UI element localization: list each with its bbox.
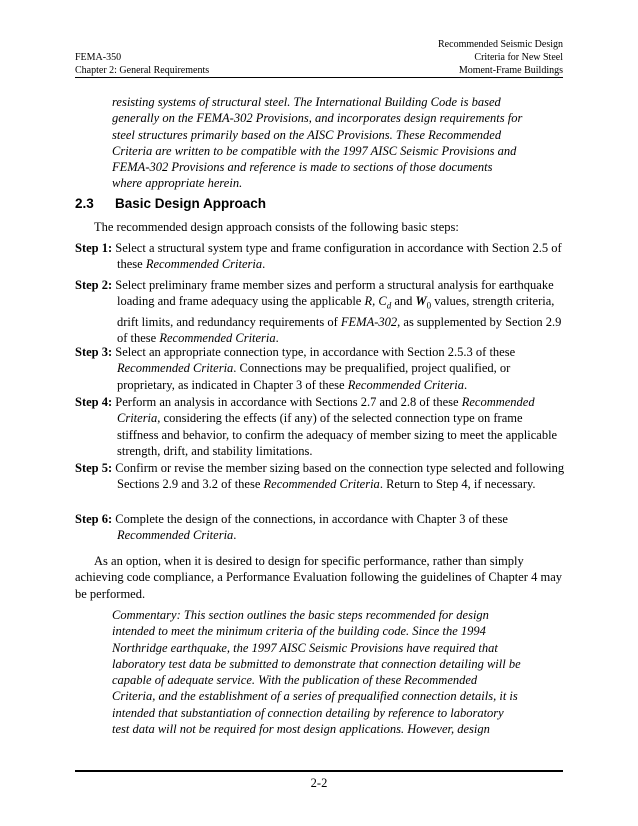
commentary-line: FEMA-302 Provisions and reference is made to sections of those documents: [112, 160, 493, 175]
step-italic-text: Recommended Criteria: [263, 477, 380, 492]
step-label: Step 4:: [75, 395, 113, 409]
header-title-line-3: Moment-Frame Buildings: [458, 65, 563, 76]
intro-paragraph: The recommended design approach consists of the following basic steps:: [94, 220, 459, 234]
step-text: .: [275, 331, 279, 346]
step-italic-text: Recommended Criteria: [159, 331, 276, 346]
footer-rule: [75, 770, 563, 772]
commentary-line: generally on the FEMA-302 Provisions, and incorporates design requirements for: [112, 111, 523, 126]
section-heading: [75, 196, 266, 211]
step-text: .: [233, 528, 237, 543]
header-rule: [75, 77, 563, 78]
commentary-line: where appropriate herein.: [112, 176, 243, 191]
commentary-line: Criteria, and the establishment of a series of prequalified connection details, it is: [112, 689, 518, 704]
step-1: [75, 240, 565, 273]
header-title-line-1: Recommended Seismic Design: [438, 39, 563, 50]
commentary-line: resisting systems of structural steel. The International Building Code is based: [112, 95, 501, 109]
step-italic-text: FEMA-302: [340, 315, 398, 330]
commentary-line: laboratory test data be submitted to demonstrate that connection detailing will be: [112, 656, 521, 671]
step-italic-text: Recommended Criteria: [117, 361, 234, 376]
step-italic-text: Recommended Criteria: [347, 377, 465, 392]
omega-symbol: W: [415, 294, 427, 309]
step-label: Step 1:: [75, 241, 113, 255]
step-2: [75, 277, 565, 347]
header-document-id: FEMA-350: [75, 52, 122, 63]
step-6: [75, 511, 565, 544]
step-text: Select an appropriate connection type, in accordance with Section 2.5.3 of these: [112, 345, 516, 359]
step-label: Step 3:: [75, 345, 113, 359]
option-paragraph: As an option, when it is desired to design for specific performance, rather than simply achieving code compliance, a Performance Evaluation following the guidelines of Chapter 4 may be performed.: [75, 554, 562, 601]
step-text: values, strength criteria, drift limits, and redundancy requirements of: [117, 294, 555, 330]
section-title: Basic Design Approach: [115, 196, 267, 211]
step-italic-text: Recommended Criteria: [145, 257, 263, 272]
commentary-block: [112, 607, 564, 737]
header-chapter: Chapter 2: General Requirements: [75, 65, 210, 76]
page-number: 2-2: [310, 776, 328, 790]
step-text: Perform an analysis in accordance with Sections 2.7 and 2.8 of these: [112, 395, 462, 409]
step-text: Confirm or revise the member sizing based on the connection type selected and following Sections 2.9 and 3.2 of these: [112, 461, 565, 492]
step-text: Complete the design of the connections, in accordance with Chapter 3 of these: [112, 512, 508, 526]
commentary-line: Northridge earthquake, the 1997 AISC Seismic Provisions have required that: [112, 640, 498, 655]
step-italic-text: Recommended Criteria: [117, 528, 234, 543]
step-label: Step 6:: [75, 512, 113, 526]
step-text: , considering the effects (if any) of the selected connection type on frame stiffness and behavior, to confirm the adequacy of member sizing to meet the applicable strength, drift, and stability limitations.: [117, 411, 558, 458]
step-3: [75, 344, 565, 393]
step-text: .: [464, 377, 468, 392]
commentary-line: capable of adequate service. With the publication of these Recommended: [112, 673, 478, 688]
step-text: . Return to Step 4, if necessary.: [379, 477, 536, 492]
step-label: Step 5:: [75, 461, 113, 475]
commentary-line: Commentary: This section outlines the basic steps recommended for design: [112, 608, 489, 622]
step-5: [75, 460, 565, 493]
commentary-line: Criteria are written to be compatible with the 1997 AISC Seismic Provisions and: [112, 143, 517, 158]
step-italic-text: Recommended Criteria: [117, 395, 535, 426]
step-text: and: [391, 294, 416, 309]
commentary-line: intended that substantiation of connection detailing by reference to laboratory: [112, 705, 504, 720]
commentary-line: intended to meet the minimum criteria of the building code. Since the 1994: [112, 624, 486, 639]
step-text: , as supplemented by Section 2.9 of these: [117, 315, 562, 346]
step-text: Select preliminary frame member sizes and perform a structural analysis for earthquake loading and frame adequacy using the applicable: [112, 278, 554, 309]
step-subscript: 0: [426, 300, 432, 311]
step-4: [75, 394, 565, 459]
commentary-line: steel structures primarily based on the AISC Provisions. These Recommended: [112, 127, 502, 142]
commentary-line: test data will not be required for most design applications. However, design: [112, 722, 490, 737]
step-text: . Connections may be prequalified, project qualified, or proprietary, as indicated in Chapter 3 of these: [117, 361, 511, 392]
header-left: [75, 51, 209, 77]
header-right: [438, 38, 563, 77]
header-title-line-2: Criteria for New Steel: [474, 52, 563, 63]
step-text: Select a structural system type and frame configuration in accordance with Section 2.5 of these: [112, 241, 562, 272]
step-italic-text: R, C: [364, 294, 387, 309]
step-text: .: [262, 257, 266, 272]
step-label: Step 2:: [75, 278, 113, 292]
section-number: 2.3: [75, 196, 94, 211]
step-subscript: d: [386, 300, 392, 311]
intro-commentary: [112, 94, 564, 192]
